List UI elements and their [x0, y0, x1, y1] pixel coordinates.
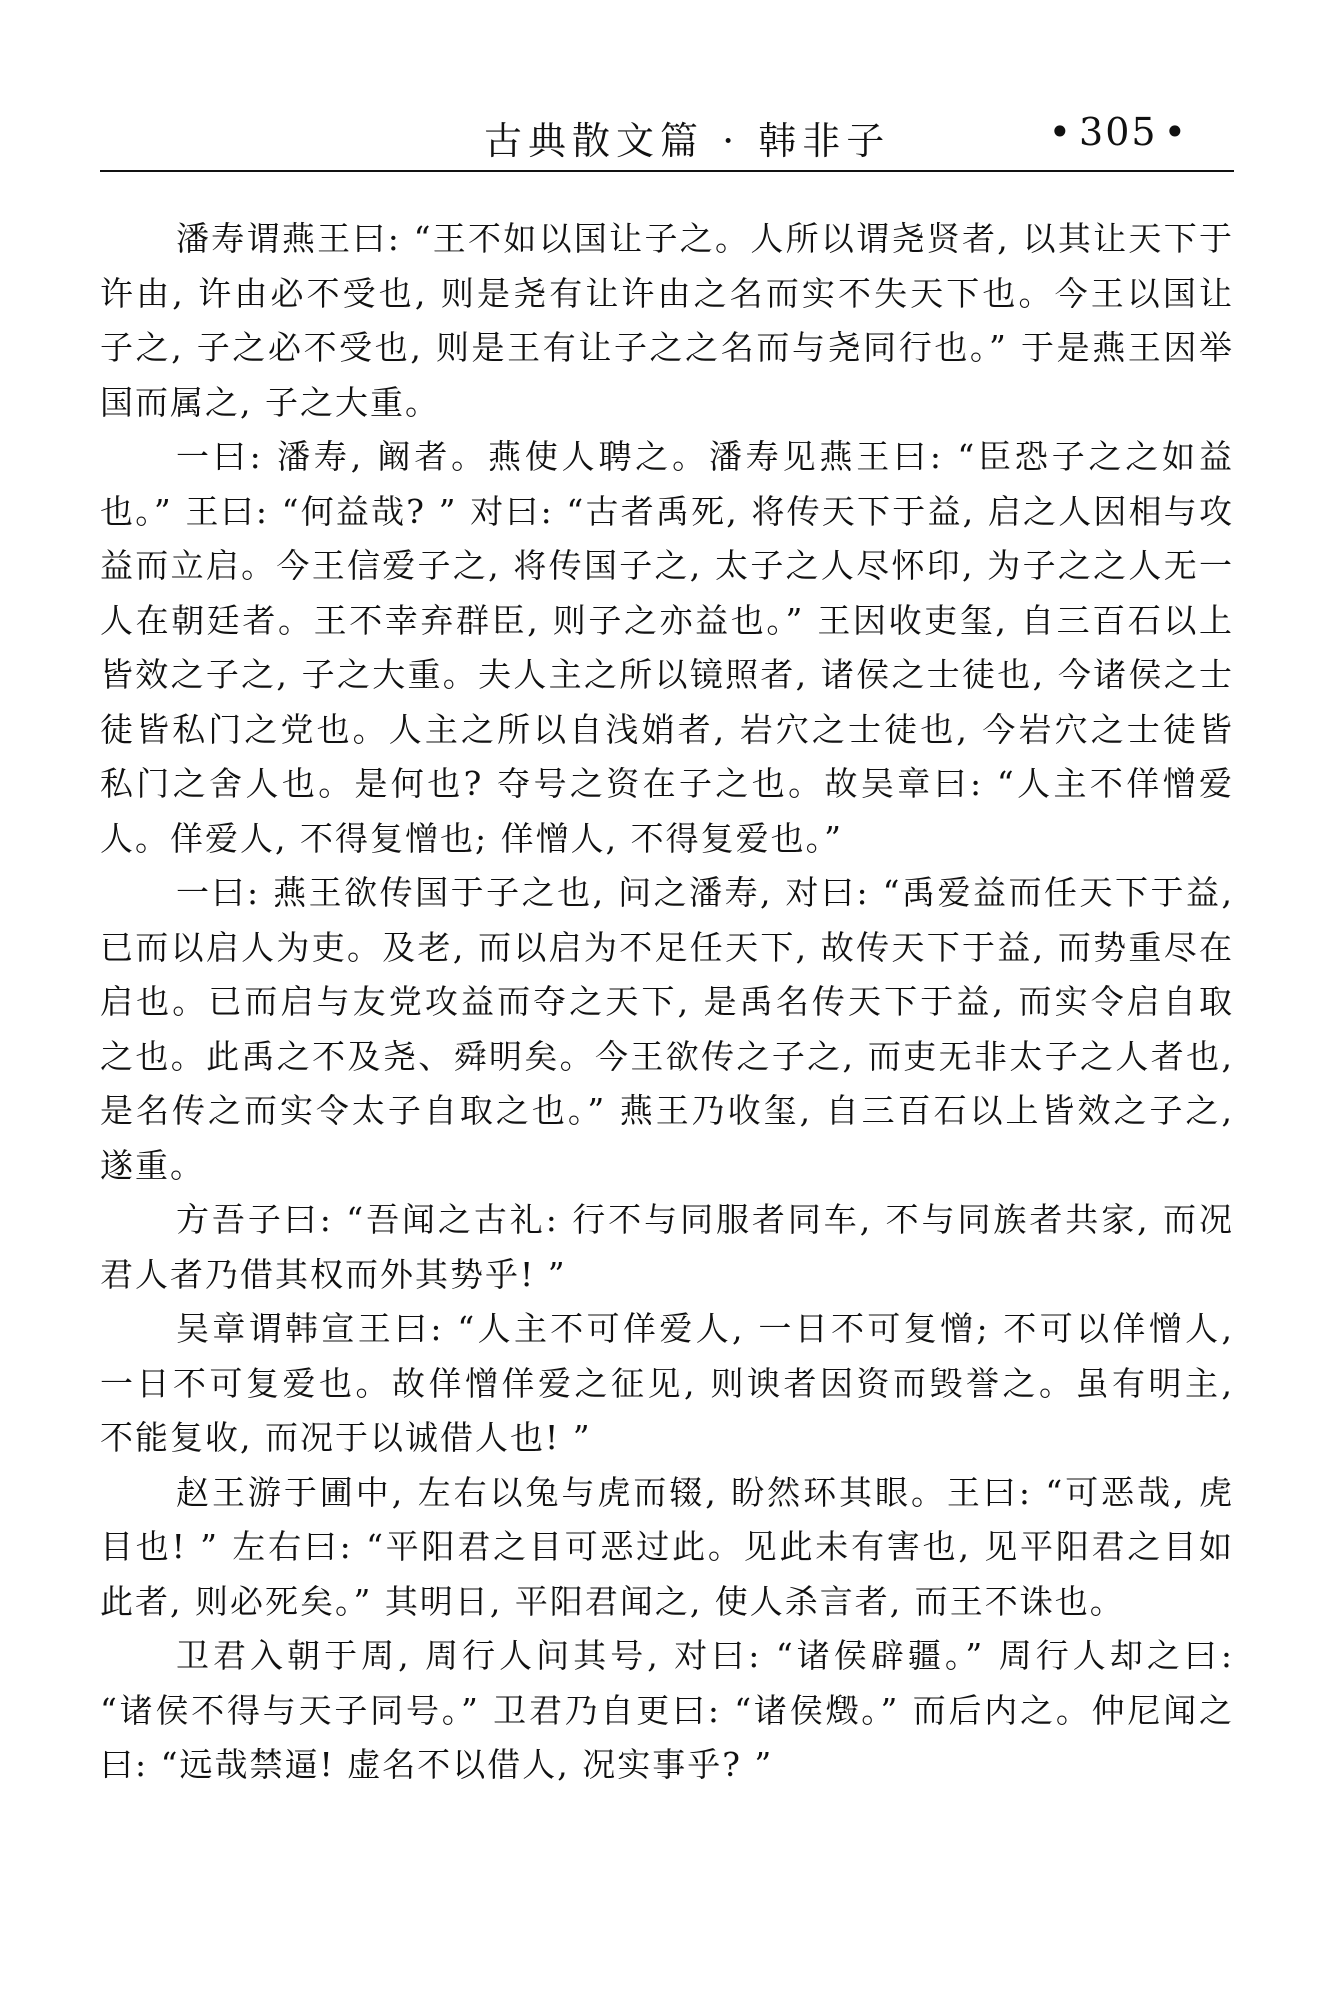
paragraph-zhao-wang: 赵王游于圃中, 左右以兔与虎而辍, 盼然环其眼。王曰: “可恶哉, 虎目也! ” 左右曰: “平阳君之目可恶过此。见此未有害也, 见平阳君之目如此者, 则必死矣。” 其明日, 平阳君闻之, 使人杀言者, 而王不诛也。 [100, 1472, 1234, 1621]
paragraph-fang-wu-zi: 方吾子曰: “吾闻之古礼: 行不与同服者同车, 不与同族者共家, 而况君人者乃借其权而外其势乎! ” [100, 1200, 1234, 1294]
body-text [100, 212, 1234, 1793]
page-number-value: 305 [1079, 110, 1158, 154]
paragraph-wu-zhang: 吴章谓韩宣王曰: “人主不可佯爱人, 一日不可复憎; 不可以佯憎人, 一日不可复爱也。故佯憎佯爱之征见, 则谀者因资而毁誉之。虽有明主, 不能复收, 而况于以诚借人也! ” [100, 1309, 1234, 1457]
paragraph-yi-yue-pan-shou: 一曰: 潘寿, 阚者。燕使人聘之。潘寿见燕王曰: “臣恐子之之如益也。” 王曰: “何益哉? ” 对曰: “古者禹死, 将传天下于益, 启之人因相与攻益而立启。今王信爱子之, 将传国子之, 太子之人尽怀印, 为子之之人无一人在朝廷者。王不幸弃群臣, 则子之亦益也。” 王因收吏玺, 自三百石以上皆效之子之, 子之大重。夫人主之所以镜照者, 诸侯之士徒也, 今诸侯之士徒皆私门之党也。人主之所以自浅娋者, 岩穴之士徒也, 今岩穴之士徒皆私门之舍人也。是何也? 夺号之资在子之也。故吴章曰: “人主不佯憎爱人。佯爱人, 不得复憎也; 佯憎人, 不得复爱也。” [100, 437, 1234, 858]
page-number-dot-right: • [1163, 110, 1188, 154]
book-title: 古典散文篇 · 韩非子 [484, 119, 891, 163]
paragraph-pan-shou: 潘寿谓燕王曰: “王不如以国让子之。人所以谓尧贤者, 以其让天下于许由, 许由必不受也, 则是尧有让许由之名而实不失天下也。今王以国让子之, 子之必不受也, 则是王有让子之之名而与尧同行也。” 于是燕王因举国而属之, 子之大重。 [100, 219, 1234, 422]
page-number [1043, 110, 1194, 154]
paragraph-wei-jun: 卫君入朝于周, 周行人问其号, 对曰: “诸侯辟疆。” 周行人却之曰: “诸侯不得与天子同号。” 卫君乃自更曰: “诸侯燬。” 而后内之。仲尼闻之曰: “远哉禁逼! 虚名不以借人, 况实事乎? ” [100, 1636, 1234, 1784]
page-number-dot-left: • [1048, 110, 1074, 154]
paragraph-yi-yue-yan-wang: 一曰: 燕王欲传国于子之也, 问之潘寿, 对曰: “禹爱益而任天下于益, 已而以启人为吏。及老, 而以启为不足任天下, 故传天下于益, 而势重尽在启也。已而启与友党攻益而夺之天下, 是禹名传天下于益, 而实令启自取之也。此禹之不及尧、舜明矣。今王欲传之子之, 而吏无非太子之人者也, 是名传之而实令太子自取之也。” 燕王乃收玺, 自三百石以上皆效之子之, 遂重。 [100, 873, 1234, 1185]
running-header [100, 100, 1234, 172]
